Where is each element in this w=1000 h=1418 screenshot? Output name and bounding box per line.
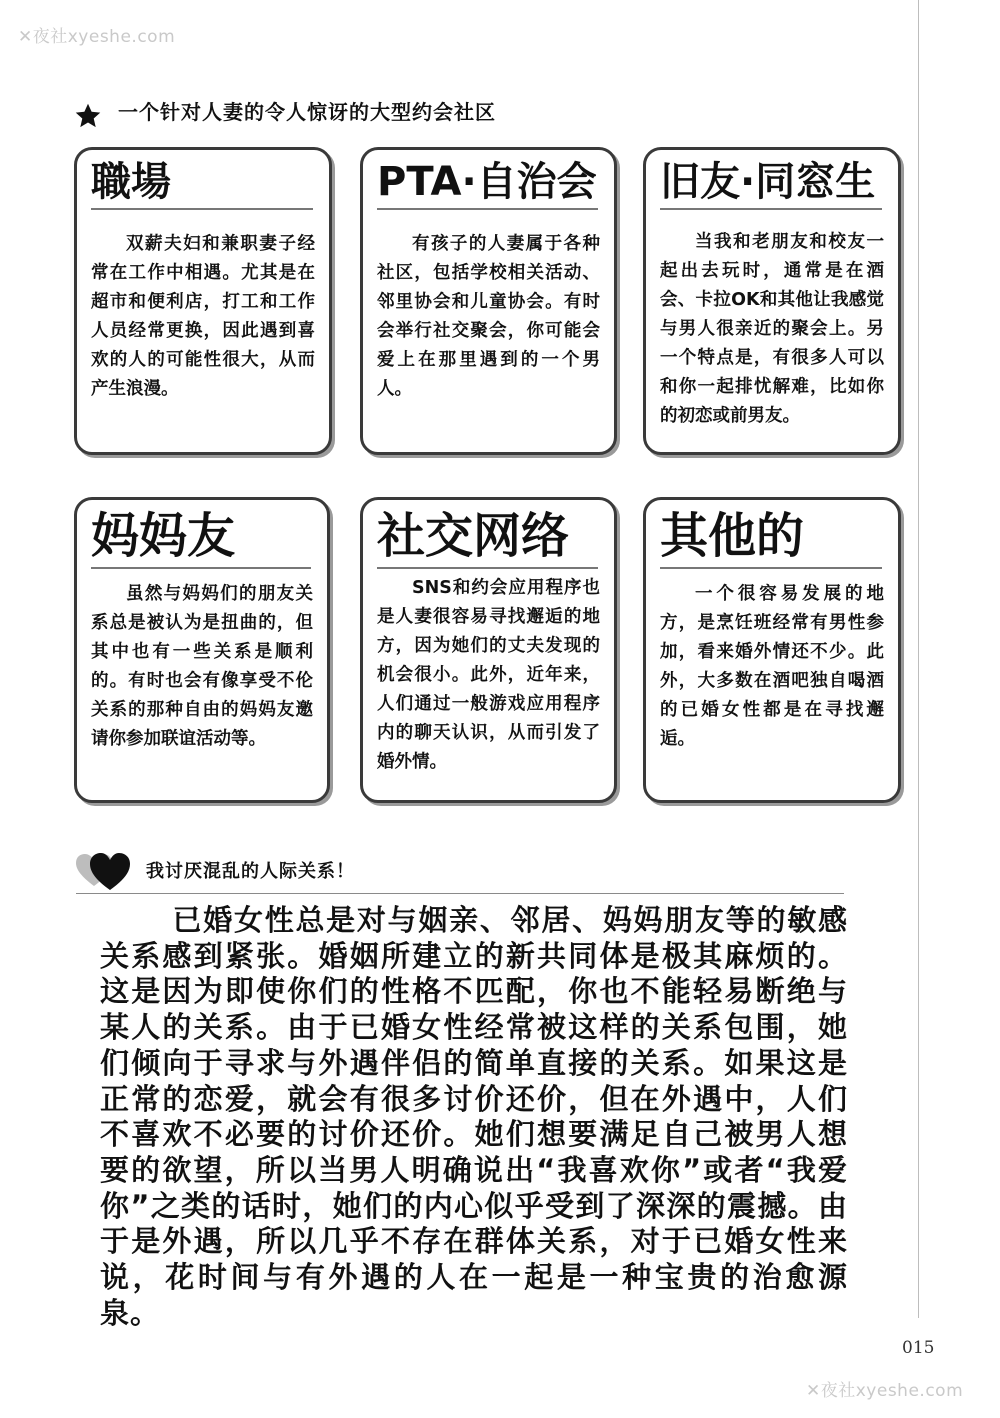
card-social-network [360, 497, 617, 803]
card-body: 有孩子的人妻属于各种社区，包括学校相关活动、邻里协会和儿童协会。有时会举行社交聚会，你可能会爱上在那里遇到的一个男人。 [377, 234, 600, 399]
card-body: 当我和老朋友和校友一起出去玩时，通常是在酒会、卡拉OK和其他让我感觉与男人很亲近的聚会上。另一个特点是，有很多人可以和你一起排忧解难，比如你的初恋或前男友。 [660, 232, 884, 426]
card-body: 虽然与妈妈们的朋友关系总是被认为是扭曲的，但其中也有一些关系是顺利的。有时也会有像享受不伦关系的那种自由的妈妈友邀请你参加联谊活动等。 [91, 584, 313, 749]
main-paragraph: 已婚女性总是对与姻亲、邻居、妈妈朋友等的敏感关系感到紧张。婚姻所建立的新共同体是极其麻烦的。这是因为即使你们的性格不匹配，你也不能轻易断绝与某人的关系。由于已婚女性经常被这样的关系包围，她们倾向于寻求与外遇伴侣的简单直接的关系。如果这是正常的恋爱，就会有很多讨价还价，但在外遇中，人们不喜欢不必要的讨价还价。她们想要满足自己被男人想要的欲望，所以当男人明确说出“我喜欢你”或者“我爱你”之类的话时，她们的内心似乎受到了深深的震撼。由于是外遇，所以几乎不存在群体关系，对于已婚女性来说，花时间与有外遇的人在一起是一种宝贵的治愈源泉。 [100, 903, 848, 1330]
card-workplace [74, 147, 332, 455]
card-mom-friends [74, 497, 330, 803]
card-title: 旧友·同窓生 [660, 160, 882, 210]
hearts-icon [74, 848, 134, 892]
watermark-bottom: ✕夜社xyeshe.com [806, 1381, 964, 1401]
watermark-top: ✕夜社xyeshe.com [18, 27, 176, 47]
card-pta [360, 147, 617, 455]
sub-title: 我讨厌混乱的人际关系！ [146, 861, 355, 882]
card-old-friends [643, 147, 901, 455]
sub-header [74, 848, 355, 892]
card-body: 一个很容易发展的地方，是烹饪班经常有男性参加，看来婚外情还不少。此外，大多数在酒吧独自喝酒的已婚女性都是在寻找邂逅。 [660, 584, 884, 749]
card-others [643, 497, 901, 803]
card-body: 双薪夫妇和兼职妻子经常在工作中相遇。尤其是在超市和便利店，打工和工作人员经常更换，因此遇到喜欢的人的可能性很大，从而产生浪漫。 [91, 234, 315, 399]
card-title: 其他的 [660, 510, 882, 569]
card-title: 職場 [91, 160, 313, 210]
star-icon [74, 102, 102, 130]
page-edge-rule [918, 0, 919, 1318]
card-title: PTA·自治会 [377, 160, 598, 210]
divider [76, 893, 844, 894]
page-number: 015 [902, 1338, 935, 1358]
card-title: 社交网络 [377, 510, 598, 569]
card-body: SNS和约会应用程序也是人妻很容易寻找邂逅的地方，因为她们的丈夫发现的机会很小。此外，近年来，人们通过一般游戏应用程序内的聊天认识，从而引发了婚外情。 [377, 578, 600, 772]
section-header [74, 90, 496, 130]
section-title: 一个针对人妻的令人惊讶的大型约会社区 [118, 99, 496, 124]
card-title: 妈妈友 [91, 510, 311, 569]
